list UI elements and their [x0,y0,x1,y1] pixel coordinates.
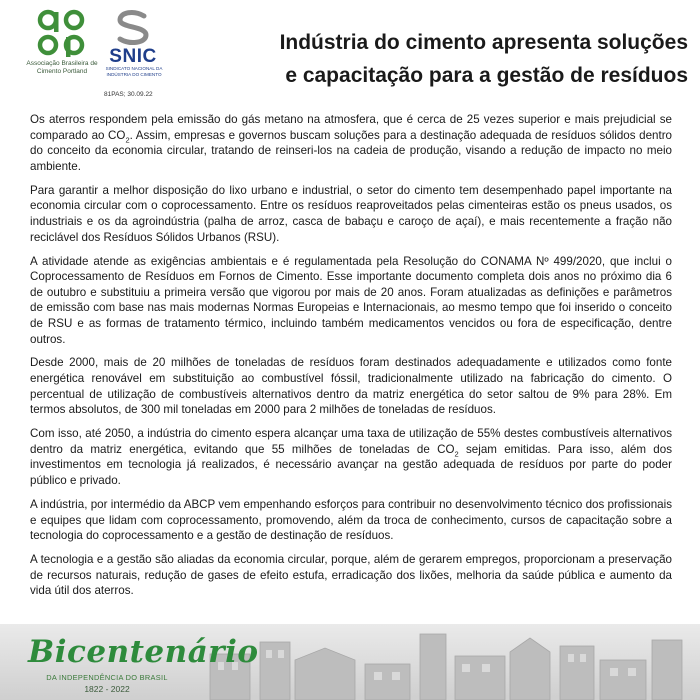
bicentenario-years: 1822 - 2022 [84,684,130,694]
reference-code: 81PAS; 30.09.22 [104,91,153,98]
snic-name: SNIC [109,46,157,67]
co2-subscript: 2 [454,449,459,459]
title-line-2: e capacitação para a gestão de resíduos [285,64,688,87]
page-title [178,26,688,92]
bicentenario-title: Bicentenário [28,634,259,670]
paragraph-1-a: Os aterros respondem pela emissão do gás metano na atmosfera, que é cerca de 25 vezes superior e mais prejudicial se comparado ao CO [30,113,672,142]
paragraph-6: A indústria, por intermédio da ABCP vem empenhando esforços para contribuir no desenvolvimento técnico dos profissionais e equipes que lidam com coprocessamento, promovendo, além da troca de conhecimento, cursos de capacitação sobre a tecnologia do coprocessamento e a gestão de destinação de resíduos. [30,498,672,543]
city-skyline-icon [200,624,700,700]
title-line-1: Indústria do cimento apresenta soluções [279,31,688,54]
bicentenario-subtitle: DA INDEPENDÊNCIA DO BRASIL [46,673,168,682]
snic-subtitle: SINDICATO NACIONAL DA INDÚSTRIA DO CIMENTO [105,66,163,77]
abcp-logo-icon [34,8,90,58]
abcp-name: Associação Brasileira de Cimento Portland [26,60,98,75]
footer-banner [0,624,700,700]
paragraph-1-b: . Assim, empresas e governos buscam soluções para a destinação adequada de resíduos sólidos dentro do conceito da economia circular, tratando de reinseri-los na cadeia de produção, visando a redução de impacto no meio ambiente. [30,128,672,173]
paragraph-3: A atividade atende as exigências ambientais e é regulamentada pela Resolução do CONAMA Nº 499/2020, que inclui o Coprocessamento de Resíduos em Fornos de Cimento. Esse importante documento completa dois anos no próximo dia 6 de outubro e substituiu a primeira versão que vigorou por mais de 20 anos. Foram atualizadas as definições e parâmetros de emissão com base nas mais modernas Normas Europeias e Internacionais, ao mesmo tempo que foi inserido o conceito de RSU e as formas de tratamento térmico, incluindo também medicamentos vencidos ou fora de especificação, dentre outros. [30,254,672,346]
paragraph-5-a: Com isso, até 2050, a indústria do cimento espera alcançar uma taxa de utilização de 55% destes combustíveis alternativos dentro da matriz energética, evitando que 55 milhões de toneladas de CO [30,427,672,456]
paragraph-5-b: sejam emitidas. Para isso, além dos investimentos em tecnologia já realizados, é necessário avançar na gestão adequada de resíduos por parte do poder público e privado. [30,442,672,488]
paragraph-1 [30,112,672,174]
snic-logo-icon [98,8,168,48]
article-body [30,112,672,607]
paragraph-5 [30,426,672,488]
paragraph-4: Desde 2000, mais de 20 milhões de toneladas de resíduos foram destinados adequadamente e utilizados como fonte energética renovável em substituição ao combustível fóssil, tradicionalmente utilizado na fabricação do cimento. O percentual de utilização de combustíveis alternativos dentro da matriz energética do setor saltou de 9% para 28%. Em termos absolutos, de 300 mil toneladas em 2000 para 2 milhões de toneladas de resíduos. [30,356,672,417]
header [0,0,700,106]
co2-subscript: 2 [125,134,130,144]
paragraph-7: A tecnologia e a gestão são aliadas da economia circular, porque, além de gerarem empregos, proporcionam a preservação de recursos naturais, redução de gases de efeito estufa, erradicação dos lixões, melhoria da saúde pública e aumento da vida útil dos aterros. [30,553,672,598]
paragraph-2: Para garantir a melhor disposição do lixo urbano e industrial, o setor do cimento tem desempenhado papel importante na economia circular com o coprocessamento. Entre os resíduos reaproveitados pelas cimenteiras estão os pneus usados, os industriais e os da agroindústria (palha de arroz, casca de babaçu e caroço de açaí), e mais recentemente a fração não reciclável dos Resíduos Sólidos Urbanos (RSU). [30,183,672,244]
